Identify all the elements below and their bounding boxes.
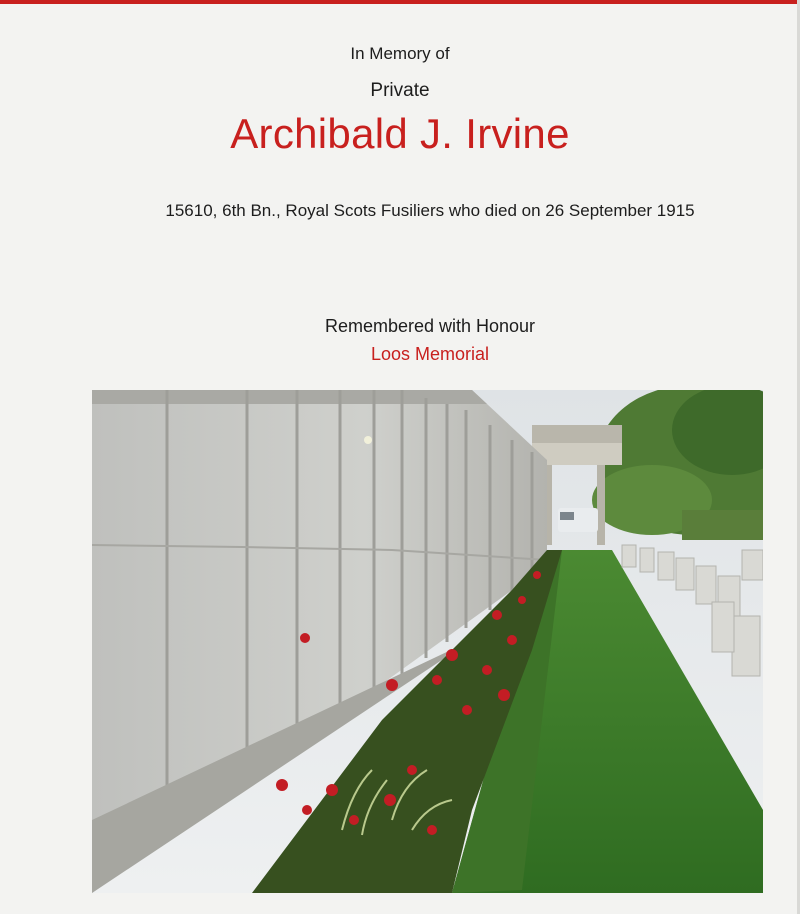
in-memory-of-label: In Memory of <box>350 44 450 63</box>
top-border-line <box>0 0 800 4</box>
memorial-name: Loos Memorial <box>370 344 490 364</box>
soldier-name: Archibald J. Irvine <box>230 110 570 157</box>
rank-label: Private <box>370 80 430 101</box>
memorial-photo <box>92 390 763 893</box>
service-details: 15610, 6th Bn., Royal Scots Fusiliers who died on 26 September 1915 <box>165 201 695 220</box>
remembered-with-honour-label: Remembered with Honour <box>324 316 536 336</box>
